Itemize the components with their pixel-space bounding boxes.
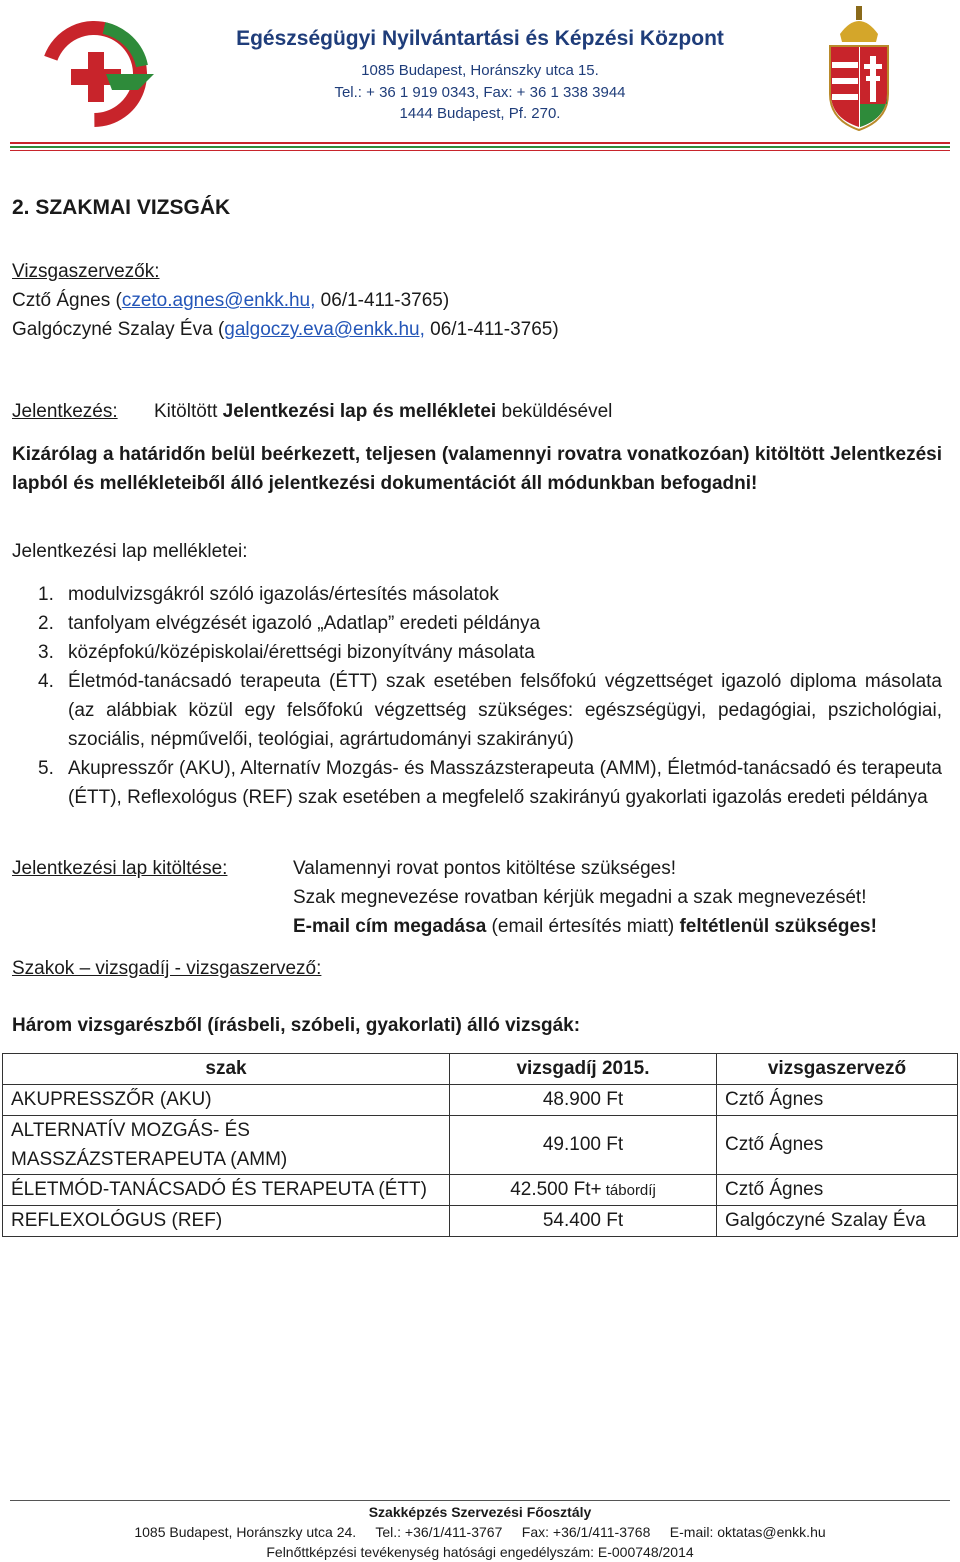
column-header-fee: vizsgadíj 2015. [450,1054,717,1085]
header-po-box: 1444 Budapest, Pf. 270. [399,105,561,122]
cell-szak: ALTERNATÍV MOZGÁS- ÉS MASSZÁZSTERAPEUTA (AMM) [3,1116,450,1175]
footer-divider [10,1500,950,1501]
header-phone: Tel.: + 36 1 919 0343, Fax: + 36 1 338 3944 [334,84,626,101]
organizers-label: Vizsgaszervezők: [12,261,160,282]
footer-department: Szakképzés Szervezési Főosztály [368,1504,592,1520]
table-header-row [3,1054,958,1085]
section-title: 2. SZAKMAI VIZSGÁK [12,196,231,219]
filling-line-2: Szak megnevezése rovatban kérjük megadni a szak megnevezését! [293,887,867,908]
fees-label: Szakok – vizsgadíj - vizsgaszervező: [12,958,322,979]
organizer-2: Galgóczyné Szalay Éva (galgoczy.eva@enkk.hu, 06/1-411-3765) [12,319,559,340]
organizer-1-email-link[interactable]: czeto.agnes@enkk.hu, [121,290,316,311]
filling-line-1: Valamennyi rovat pontos kitöltése szükséges! [293,858,677,879]
header-organization: Egészségügyi Nyilvántartási és Képzési Központ [236,27,724,50]
list-item: 3. középfokú/középiskolai/érettségi bizonyítvány másolata [38,642,535,663]
organizer-2-email-link[interactable]: galgoczy.eva@enkk.hu, [224,319,425,340]
list-item: 5. Akupresszőr (AKU), Alternatív Mozgás- és Masszázsterapeuta (AMM), Életmód-tanácsadó és terapeuta (ÉTT), Reflexológus (REF) szak esetében a megfelelő szakirányú gyakorlati igazolás eredeti példánya [38,758,942,808]
attachments-label: Jelentkezési lap mellékletei: [12,541,248,562]
table-row [3,1085,958,1116]
table-row [3,1175,958,1206]
cell-szak: AKUPRESSZŐR (AKU) [3,1085,450,1116]
list-item: 1. modulvizsgákról szóló igazolás/értesítés másolatok [38,584,499,605]
footer-license: Felnőttképzési tevékenység hatósági engedélyszám: E-000748/2014 [266,1544,694,1560]
cell-organizer: Cztő Ágnes [717,1175,958,1206]
filling-label: Jelentkezési lap kitöltése: [12,858,228,879]
cell-organizer: Cztő Ágnes [717,1116,958,1175]
organizer-1: Cztő Ágnes (czeto.agnes@enkk.hu, 06/1-411-3765) [12,290,450,311]
column-header-organizer: vizsgaszervező [717,1054,958,1085]
cell-fee: 48.900 Ft [450,1085,717,1116]
filling-line-3: E-mail cím megadása (email értesítés miatt) feltétlenül szükséges! [293,916,877,937]
fee-table [2,1053,958,1237]
application-label: Jelentkezés: [12,401,118,422]
header-address: 1085 Budapest, Horánszky utca 15. [361,62,599,79]
table-row [3,1206,958,1237]
deadline-notice: Kizárólag a határidőn belül beérkezett, teljesen (valamennyi rovatra vonatkozóan) kitöltött Jelentkezési lapból és mellékleteiből álló jelentkezési dokumentációt áll módunkban befogadni! [12,444,942,494]
attachments-list [38,580,942,812]
cell-fee: 54.400 Ft [450,1206,717,1237]
list-item: 2. tanfolyam elvégzését igazoló „Adatlap” eredeti példánya [38,613,541,634]
cell-szak: REFLEXOLÓGUS (REF) [3,1206,450,1237]
cell-organizer: Galgóczyné Szalay Éva [717,1206,958,1237]
coat-of-arms-icon [826,4,892,132]
header-divider [10,142,950,156]
column-header-szak: szak [3,1054,450,1085]
cell-organizer: Cztő Ágnes [717,1085,958,1116]
cell-fee: 49.100 Ft [450,1116,717,1175]
cell-szak: ÉLETMÓD-TANÁCSADÓ ÉS TERAPEUTA (ÉTT) [3,1175,450,1206]
footer-contact: 1085 Budapest, Horánszky utca 24. Tel.: +36/1/411-3767 Fax: +36/1/411-3768 E-mail: oktatas@enkk.hu [134,1524,826,1540]
cell-fee: 42.500 Ft+ tábordíj [450,1175,717,1206]
application-text: Kitöltött Jelentkezési lap és mellékletei beküldésével [154,401,613,422]
table-row [3,1116,958,1175]
exams-heading: Három vizsgarészből (írásbeli, szóbeli, gyakorlati) álló vizsgák: [12,1015,581,1036]
list-item: 4. Életmód-tanácsadó terapeuta (ÉTT) szak esetében felsőfokú végzettséget igazoló diploma másolata (az alábbiak közül egy felsőfokú végzettség szükséges: egészségügyi, pedagógiai, pszichológiai, szociális, népművelői, teológiai, agrártudományi szakirányú) [38,671,942,750]
